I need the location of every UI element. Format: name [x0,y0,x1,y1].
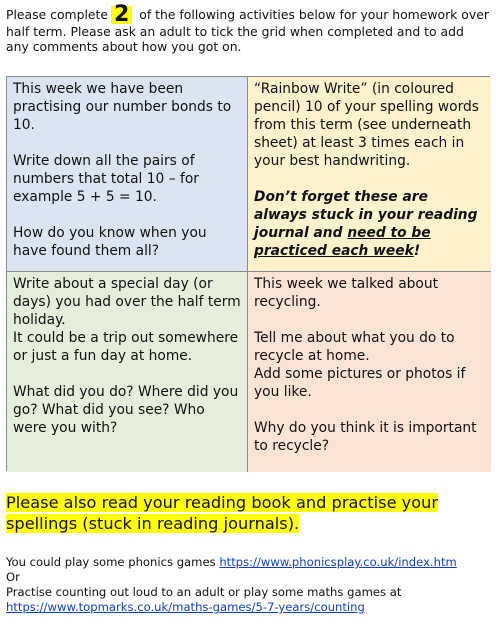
phonics-link[interactable]: https://www.phonicsplay.co.uk/index.htm [219,555,457,569]
rainbow-write-task: “Rainbow Write” (in coloured pencil) 10 of your spelling words from this term (see underneath sheet) at least 3 times each in your best handwriting. [254,81,479,169]
number-bonds-intro: This week we have been practising our number bonds to 10. [13,81,232,133]
activity-grid [6,76,490,471]
reading-reminder-text: Please also read your reading book and practise your spellings (stuck in reading journals). [6,493,439,533]
reminder-end: ! [413,243,421,259]
recycling-pictures: Add some pictures or photos if you like. [254,366,466,400]
rainbow-write-reminder [254,188,485,260]
phonics-line [6,555,492,570]
number-bonds-task: Write down all the pairs of numbers that total 10 – for example 5 + 5 = 10. [13,153,199,205]
reminder-text: Don’t forget these are always stuck in your reading journal and [254,189,478,241]
number-bonds-question: How do you know when you have found them all? [13,225,207,259]
activity-special-day [7,272,248,472]
special-day-hint: It could be a trip out somewhere or just a fun day at home. [13,330,239,364]
activity-rainbow-write [248,77,491,272]
activity-count: 2 [111,6,132,24]
intro-paragraph [6,2,490,54]
or-line: Or [6,570,20,584]
intro-before: Please complete [6,7,109,22]
maths-line: Practise counting out loud to an adult or play some maths games at [6,585,402,599]
activity-number-bonds [7,77,248,272]
reminder-underlined: need to be practiced each week [254,225,431,259]
maths-link[interactable]: https://www.topmarks.co.uk/maths-games/5-7-years/counting [6,600,365,614]
recycling-task: Tell me about what you do to recycle at home. [254,330,455,364]
game-links [6,555,492,615]
phonics-text: You could play some phonics games [6,555,220,569]
recycling-question: Why do you think it is important to recycle? [254,420,477,454]
special-day-questions: What did you do? Where did you go? What did you see? Who were you with? [13,384,239,436]
activity-recycling [248,272,491,472]
maths-link-line [6,600,492,615]
reading-reminder [6,492,490,534]
intro-after: of the following activities below for your homework over half term. Please ask an adult to tick the grid when completed and to add any comments about how you got on. [6,7,489,54]
special-day-task: Write about a special day (or days) you had over the half term holiday. [13,276,241,328]
recycling-intro: This week we talked about recycling. [254,276,439,310]
